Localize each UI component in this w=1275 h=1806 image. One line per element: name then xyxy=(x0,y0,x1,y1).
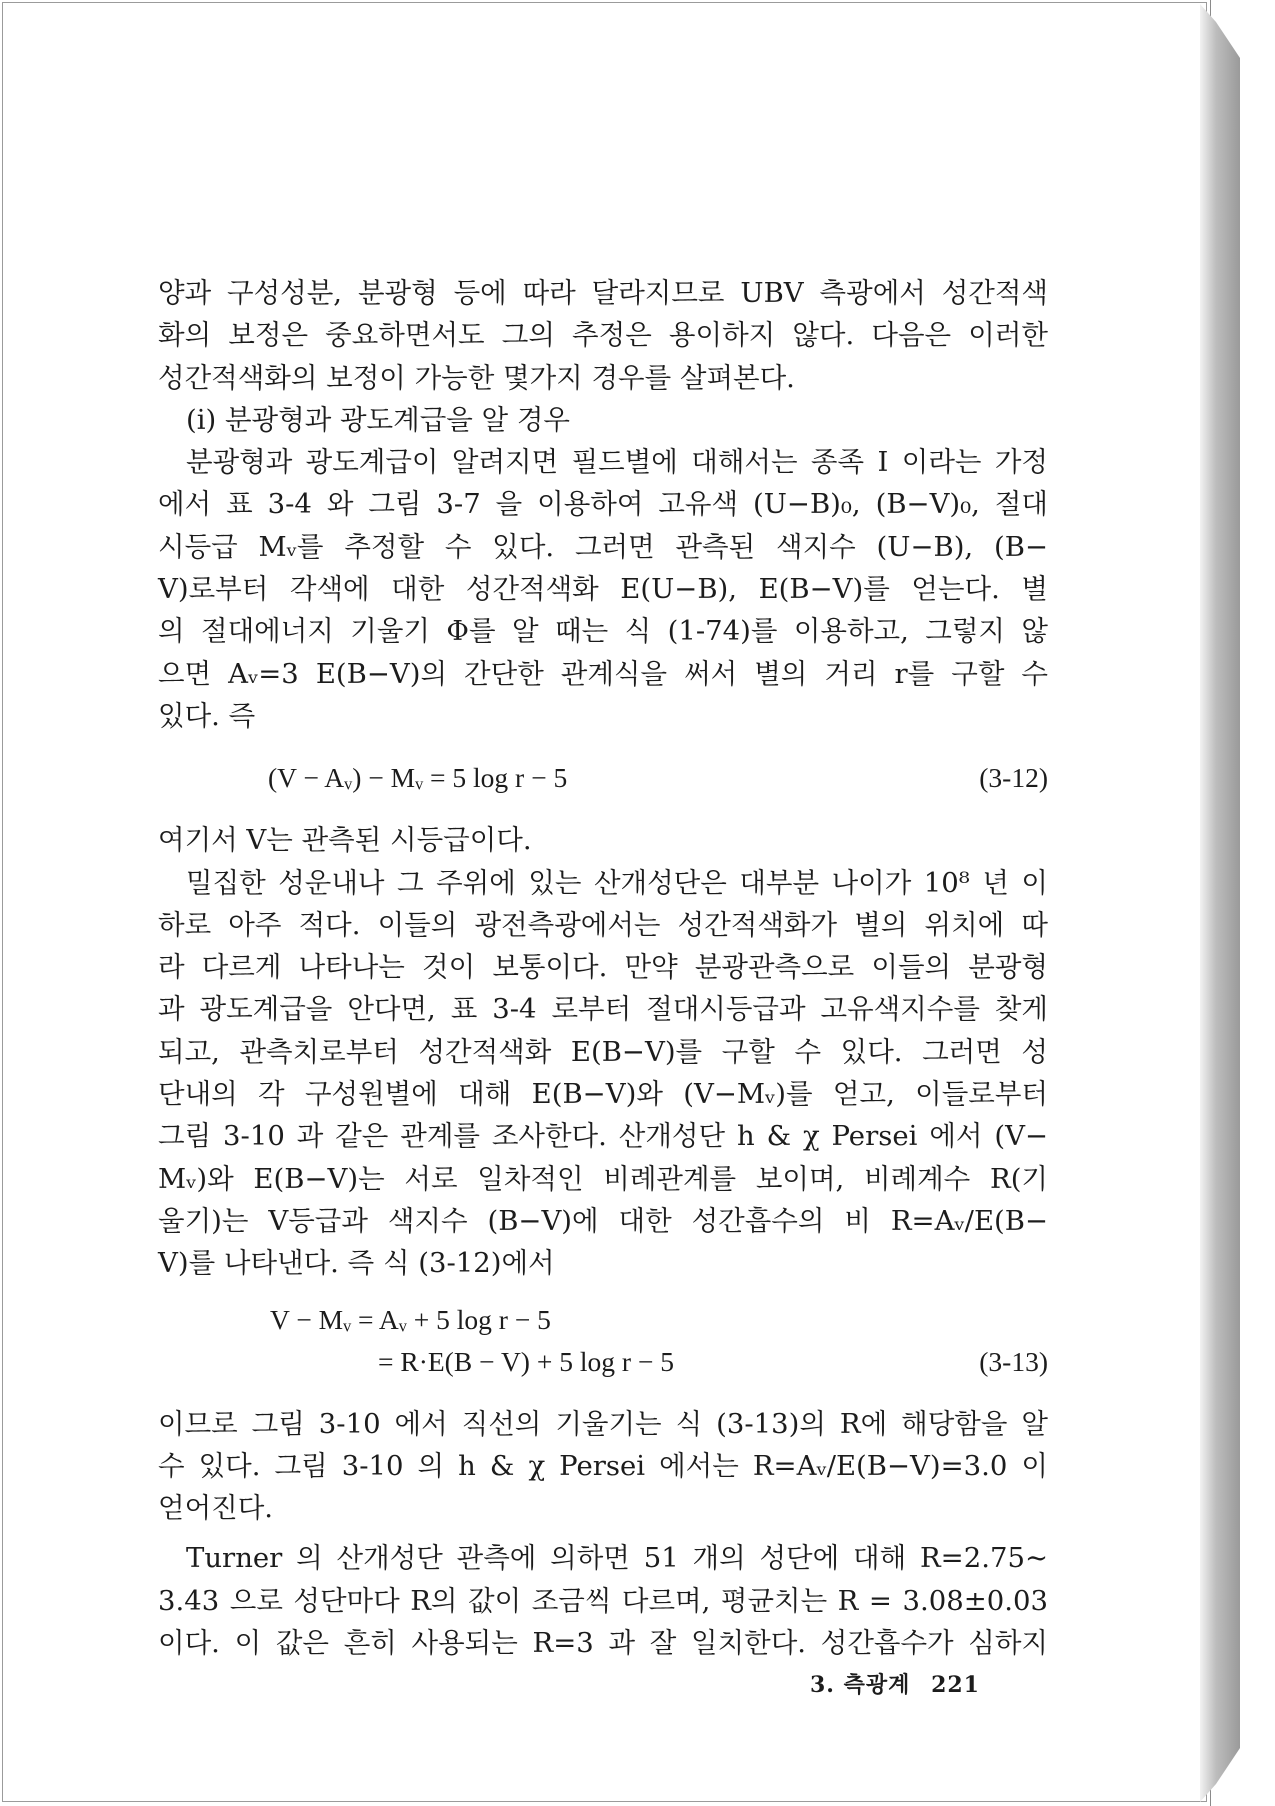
page-footer xyxy=(798,1668,980,1699)
equation-number: (3-12) xyxy=(979,762,1048,794)
page-body xyxy=(158,272,1048,1664)
text-line: 양과 구성성분, 분광형 등에 따라 달라지므로 UBV 측광에서 성간적색 xyxy=(158,277,1048,309)
text-line: 밀집한 성운내나 그 주위에 있는 산개성단은 대부분 나이가 10⁸ 년 이 xyxy=(186,866,1048,899)
text-line: 되고, 관측치로부터 성간적색화 E(B−V)를 구할 수 있다. 그러면 성 xyxy=(158,1035,1048,1068)
text-line: 성간적색화의 보정이 가능한 몇가지 경우를 살펴본다. xyxy=(158,361,795,394)
text-line: 울기)는 V등급과 색지수 (B−V)에 대한 성간흡수의 비 R=Aᵥ/E(B− xyxy=(158,1204,1048,1237)
text-line: 3.43 으로 성단마다 R의 값이 조금씩 다르며, 평균치는 R = 3.08±0.03 xyxy=(158,1584,1048,1617)
text-line: 그림 3-10 과 같은 관계를 조사한다. 산개성단 h & χ Persei 에서 (V− xyxy=(158,1120,1048,1153)
text-line: 하로 아주 적다. 이들의 광전측광에서는 성간적색화가 별의 위치에 따 xyxy=(158,908,1048,941)
section-heading: (i) 분광형과 광도계급을 알 경우 xyxy=(186,403,570,436)
text-line: V)를 나타낸다. 즉 식 (3-12)에서 xyxy=(158,1247,555,1280)
chapter-title: 3. 측광계 xyxy=(810,1672,911,1698)
text-line: Turner 의 산개성단 관측에 의하면 51 개의 성단에 대해 R=2.75∼ xyxy=(186,1542,1048,1575)
equation-body: = R·E(B − V) + 5 log r − 5 xyxy=(378,1345,675,1377)
text-line: 으면 Aᵥ=3 E(B−V)의 간단한 관계식을 써서 별의 거리 r를 구할 수 xyxy=(158,657,1048,690)
equation-3-13-line-2 xyxy=(158,1341,1048,1383)
text-line: 수 있다. 그림 3-10 의 h & χ Persei 에서는 R=Aᵥ/E(B−V)=3.0 이 xyxy=(158,1449,1048,1482)
text-line: 의 절대에너지 기울기 Φ를 알 때는 식 (1-74)를 이용하고, 그렇지 않 xyxy=(158,615,1048,648)
text-line: 시등급 Mᵥ를 추정할 수 있다. 그러면 관측된 색지수 (U−B), (B− xyxy=(158,530,1048,563)
text-line: 있다. 즉 xyxy=(158,699,256,732)
text-line: 이므로 그림 3-10 에서 직선의 기울기는 식 (3-13)의 R에 해당함을 알 xyxy=(158,1407,1048,1440)
text-line: 단내의 각 구성원별에 대해 E(B−V)와 (V−Mᵥ)를 얻고, 이들로부터 xyxy=(158,1078,1048,1111)
text-line: 라 다르게 나타나는 것이 보통이다. 만약 분광관측으로 이들의 분광형 xyxy=(158,951,1048,984)
page-edge-shadow xyxy=(1200,4,1240,1802)
text-line: 에서 표 3-4 와 그림 3-7 을 이용하여 고유색 (U−B)₀, (B−V)₀, 절대 xyxy=(158,488,1048,521)
text-line: 화의 보정은 중요하면서도 그의 추정은 용이하지 않다. 다음은 이러한 xyxy=(158,319,1048,352)
text-line: 여기서 V는 관측된 시등급이다. xyxy=(158,824,532,857)
page-number: 221 xyxy=(931,1672,980,1698)
text-line: 이다. 이 값은 흔히 사용되는 R=3 과 잘 일치한다. 성간흡수가 심하지 xyxy=(158,1627,1048,1660)
text-line: 분광형과 광도계급이 알려지면 필드별에 대해서는 종족 I 이라는 가정 xyxy=(186,446,1048,479)
text-line: Mᵥ)와 E(B−V)는 서로 일차적인 비례관계를 보이며, 비례계수 R(기 xyxy=(158,1162,1048,1195)
equation-3-13-line-1 xyxy=(158,1299,1048,1341)
equation-body: V − Mᵥ = Aᵥ + 5 log r − 5 xyxy=(270,1303,551,1335)
equation-3-12 xyxy=(158,757,1048,799)
equation-number: (3-13) xyxy=(979,1345,1048,1377)
text-line: V)로부터 각색에 대한 성간적색화 E(U−B), E(B−V)를 얻는다. 별 xyxy=(158,573,1048,606)
text-line: 얻어진다. xyxy=(158,1492,274,1525)
text-line: 과 광도계급을 안다면, 표 3-4 로부터 절대시등급과 고유색지수를 찾게 xyxy=(158,993,1048,1026)
equation-body: (V − Aᵥ) − Mᵥ = 5 log r − 5 xyxy=(268,762,568,794)
